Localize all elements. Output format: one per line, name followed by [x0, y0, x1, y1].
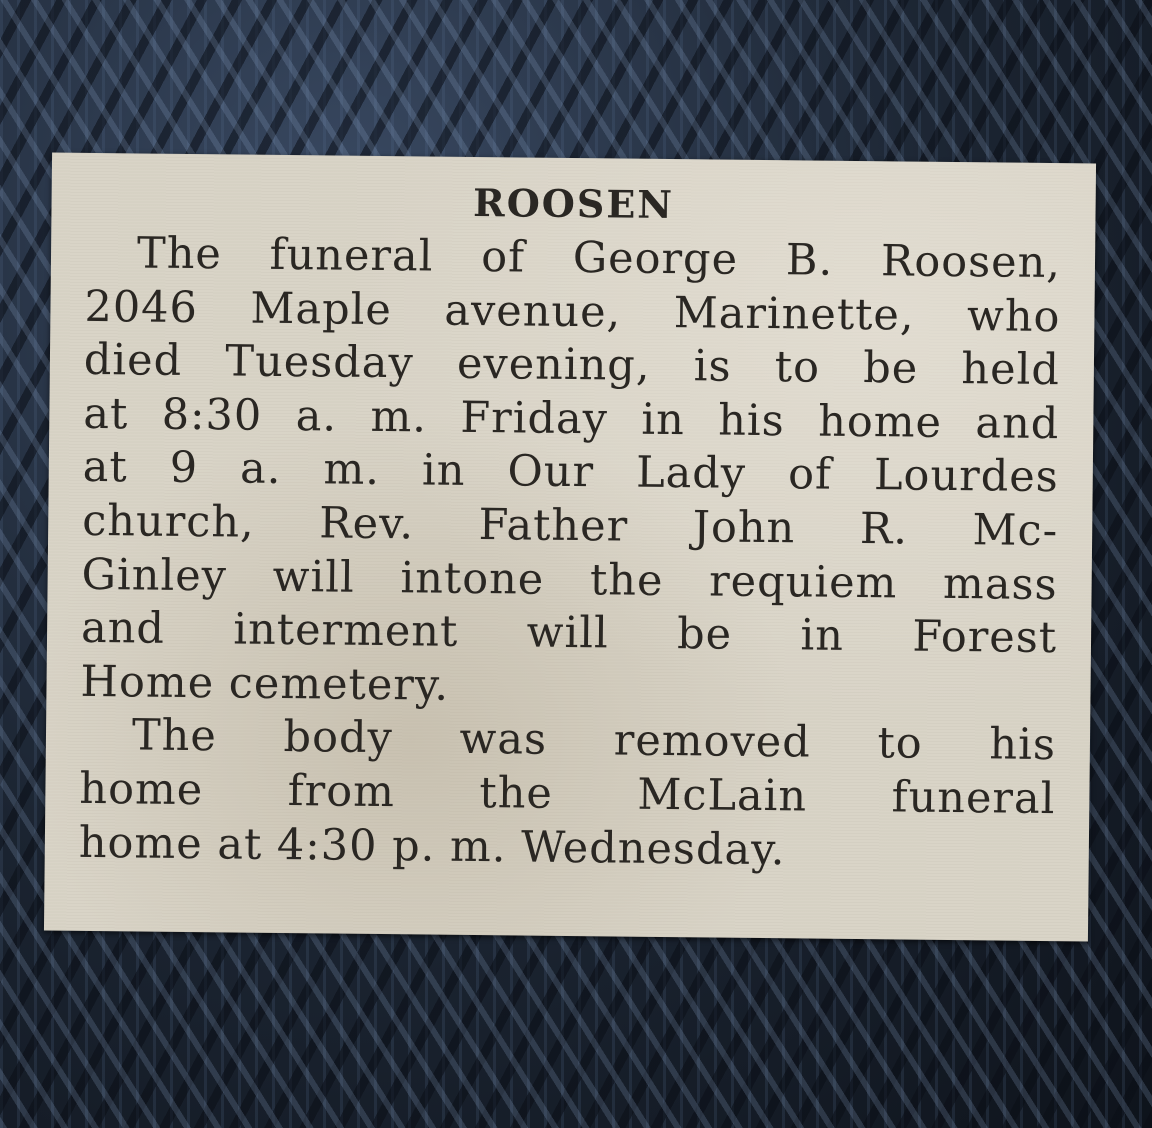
text-line: home from the McLain funeral — [79, 763, 1056, 825]
text-line: at 8:30 a. m. Friday in his home and — [83, 388, 1060, 449]
text-line: 2046 Maple avenue, Marinette, who — [84, 281, 1061, 342]
text-line: church, Rev. Father John R. Mc- — [81, 495, 1059, 557]
text-line: Home cemetery. — [80, 656, 450, 711]
text-line: The body was removed to his — [131, 710, 1057, 771]
text-line: The funeral of George B. Roosen, — [136, 228, 1062, 289]
text-line: and interment will be in Forest — [80, 603, 1058, 664]
obituary-heading: ROOSEN — [472, 179, 675, 228]
text-line: at 9 a. m. in Our Lady of Lourdes — [82, 442, 1060, 503]
text-line: Ginley will intone the requiem mass — [81, 549, 1058, 610]
text-line: home at 4:30 p. m. Wednesday. — [78, 817, 786, 875]
paragraph-funeral — [80, 227, 1061, 720]
text-line: died Tuesday evening, is to be held — [83, 335, 1061, 396]
newspaper-clipping — [44, 153, 1096, 942]
paragraph-body-removed — [79, 709, 1057, 880]
